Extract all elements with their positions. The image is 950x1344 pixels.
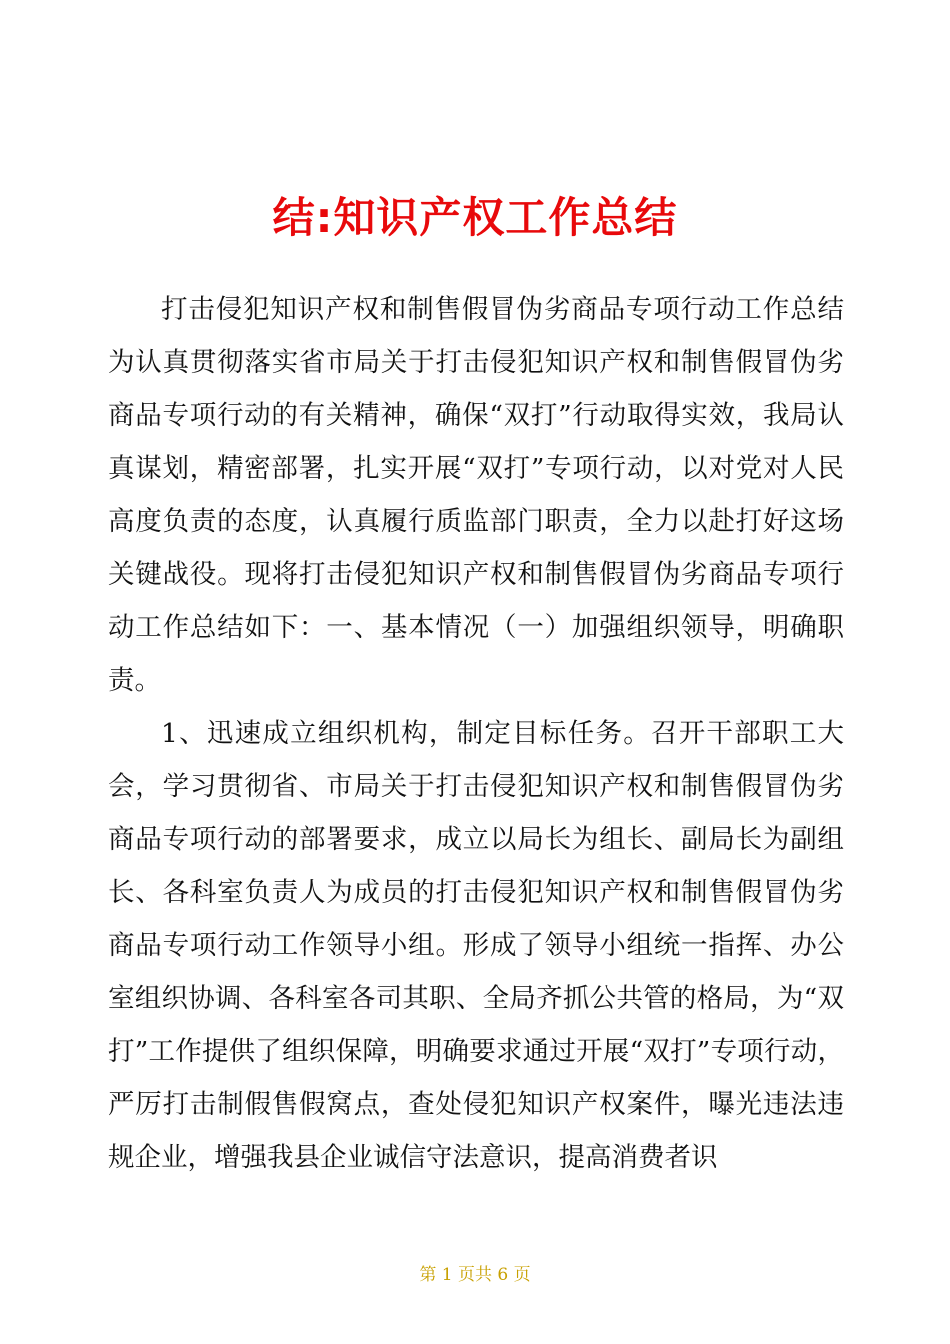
body-paragraph-1: 打击侵犯知识产权和制售假冒伪劣商品专项行动工作总结为认真贯彻落实省市局关于打击侵犯知识产权和制售假冒伪劣商品专项行动的有关精神，确保“双打”行动取得实效，我局认真谋划，精密部署，扎实开展“双打”专项行动，以对党对人民高度负责的态度，认真履行质监部门职责，全力以赴打好这场关键战役。现将打击侵犯知识产权和制售假冒伪劣商品专项行动工作总结如下：一、基本情况（一）加强组织领导，明确职责。 bbox=[108, 294, 844, 696]
page-footer: 第 1 页共 6 页 bbox=[419, 1265, 531, 1285]
body-paragraph-2: 1、迅速成立组织机构，制定目标任务。召开干部职工大会，学习贯彻省、市局关于打击侵犯知识产权和制售假冒伪劣商品专项行动的部署要求，成立以局长为组长、副局长为副组长、各科室负责人为成员的打击侵犯知识产权和制售假冒伪劣商品专项行动工作领导小组。形成了领导小组统一指挥、办公室组织协调、各科室各司其职、全局齐抓公共管的格局，为“双打”工作提供了组织保障，明确要求通过开展“双打”专项行动，严厉打击制假售假窝点，查处侵犯知识产权案件，曝光违法违规企业，增强我县企业诚信守法意识，提高消费者识 bbox=[108, 718, 844, 1173]
document-body bbox=[108, 283, 844, 1184]
document-title: 结:知识产权工作总结 bbox=[272, 193, 678, 243]
